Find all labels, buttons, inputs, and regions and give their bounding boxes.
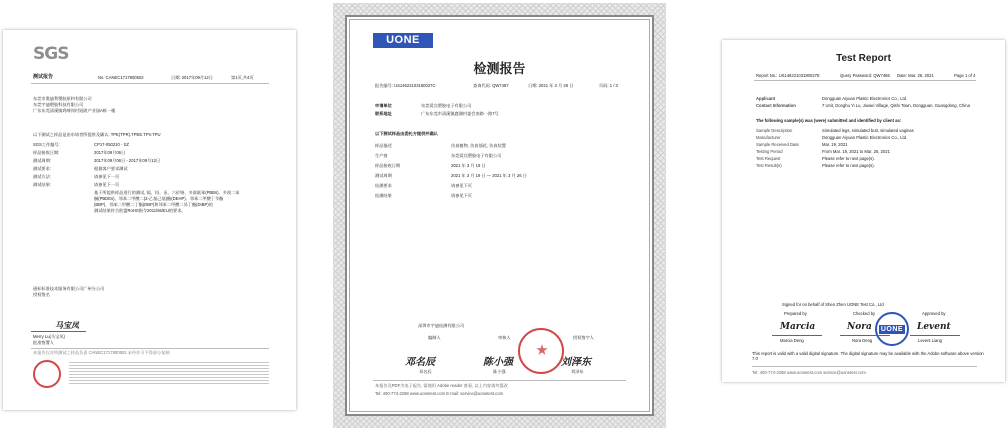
cert-signature-3: 刘泽东 <box>561 357 591 368</box>
sgs-report-no: No. CANEC1717800502 <box>98 75 144 80</box>
report-row: Test Result(s) Please refer to next page(s). <box>756 163 875 168</box>
sgs-client-1: 东莞市奥迪利塑胶原料有限公司 <box>33 96 92 101</box>
report-name-3: Levent Liang <box>918 338 942 343</box>
sgs-field-row: 测试方法: 请参见下一页 <box>33 174 120 179</box>
cert-applicant: 东莞爱宾塑胶电子有限公司 <box>421 103 472 108</box>
cert-lab: 深圳市宇迪检测有限公司 <box>418 323 465 328</box>
sgs-date: 日期: 2017年09月12日 <box>171 75 213 80</box>
sgs-field-row: 测试结果: 请参见下一页 <box>33 182 120 187</box>
red-stamp-icon <box>33 360 61 388</box>
cert-row: 检测要求 请参见下页 <box>375 183 472 188</box>
cert-address: 广东东莞市清溪镇鹿湖村委会南路一路7号 <box>421 111 499 116</box>
cert-page: 页码: 1 / 3 <box>599 83 618 88</box>
sgs-field-row: SGS工作编号: CP17-050210 - SZ <box>33 142 129 147</box>
report-signed-for: Signed for on behalf of Shen Zhen UONE Test Co., Ltd <box>782 302 884 307</box>
report-name-1: Marcia Deng <box>780 338 804 343</box>
report-row: Sample Received Date Mar. 19, 2021 <box>756 142 848 147</box>
report-no: Report No.: US14622103180027E <box>756 73 820 78</box>
report-name-2: Nora Deng <box>852 338 873 343</box>
sgs-title: 测试报告 <box>33 74 54 80</box>
uone-stamp-icon <box>875 312 909 346</box>
uone-logo: UONE <box>373 33 433 48</box>
cert-code: 查询代码: QW7487 <box>473 83 509 88</box>
report-signature-1: Marcia <box>780 322 816 332</box>
report-page: Page 1 of 4 <box>954 73 976 78</box>
report-role-approved: Approved by <box>922 311 946 316</box>
cert-section: 以下测试样品由委托方提供并确认 <box>375 131 438 136</box>
report-signature-3: Levent <box>917 322 951 332</box>
cert-row: 样品接收日期 2021 年 3 月 19 日 <box>375 163 486 168</box>
report-row: Sample Description Simulated legs, simulated butt, simulated vaginas <box>756 128 914 133</box>
cert-row: 样品描述 仿真植物, 仿真插花, 仿真装置 <box>375 143 506 148</box>
sgs-conclusion-3: (BBP)、邻苯二甲酸二丁酯(DBP)和邻苯二甲酸二异丁酯(DIBP)的 <box>94 202 213 207</box>
report-role-checked: Checked by <box>853 311 876 316</box>
sgs-page: 第1页,共4页 <box>231 75 254 80</box>
fine-print-block <box>69 362 269 386</box>
report-stamp-label: UONE <box>880 325 904 333</box>
uone-cn-report <box>333 3 666 428</box>
report-role-prepared: Prepared by <box>784 311 807 316</box>
cert-signature-2: 陈小强 <box>483 357 513 368</box>
sgs-field-row: 样品接收日期: 2017年09月06日 <box>33 150 126 155</box>
report-applicant-label: Applicant <box>756 96 776 101</box>
cert-title: 检测报告 <box>473 62 526 77</box>
report-signature-2: Nora <box>847 322 872 332</box>
sgs-client-2: 东莞宇迪塑胶科技有限公司 <box>33 102 84 107</box>
sgs-conclusion-1: 基于所提供样品进行的测试, 镉、铅、汞、六价铬、多溴联苯(PBBs)、多溴二苯 <box>94 190 240 195</box>
report-note: This report is valid with a valid digital signature. The digital signature may be available with the Adobe software above version 7.0 <box>752 351 984 362</box>
red-stamp-icon <box>518 328 564 374</box>
sgs-field-row: 测试要求: 根据客户要求测试 <box>33 166 128 171</box>
report-applicant: Dongguan Aiyuan Plastic Electronics Co., Ltd <box>822 96 907 101</box>
report-query: Query Password: QW7486 <box>840 73 890 78</box>
sgs-signer: Merry Lu(马宝凤) <box>33 334 65 339</box>
cert-name-2: 陈小强 <box>493 369 506 374</box>
sgs-company: 通标标准技术服务有限公司广州分公司 <box>33 286 105 291</box>
cert-date: 日期: 2021 年 3 月 26 日 <box>528 83 574 88</box>
sgs-conclusion-4: 测试结果符合欧盟RoHS指令2011/65/EU的要求。 <box>94 208 186 213</box>
sgs-test-report <box>3 30 296 410</box>
report-title: Test Report <box>836 53 891 64</box>
cert-row: 测试周期 2021 年 3 月 19 日 — 2021 年 3 月 26 日 <box>375 173 527 178</box>
cert-row: 检测结果 请参见下页 <box>375 193 472 198</box>
cert-address-label: 联系地址 <box>375 111 392 116</box>
sgs-company-sub: 授权签名 <box>33 292 50 297</box>
cert-footer-2: Tel: 400-774-2268 www.uonetest.com E-mail: service@uonetest.com <box>375 391 504 396</box>
report-row: Test Request Please refer to next page(s). <box>756 156 875 161</box>
sgs-client-3: 广东东莞清溪镇鸡啼岗村短陂产业园A栋一楼 <box>33 108 116 113</box>
report-contact-label: Contact Information <box>756 103 796 108</box>
cert-applicant-label: 申请单位 <box>375 103 392 108</box>
report-intro: The following sample(s) was (were) submitted and identified by client as: <box>756 118 902 123</box>
sgs-logo: SGS <box>33 44 69 64</box>
cert-name-1: 邓名辰 <box>419 369 432 374</box>
cert-row: 生产商 东莞爱宾塑胶电子有限公司 <box>375 153 502 158</box>
sgs-footer: 本报告仅对所测试之样品负责 CANEC1717800502 未经许可不得部分复制 <box>33 350 170 355</box>
cert-role-checked: 审核人 <box>498 335 511 340</box>
cert-footer-1: 本报告及PDF为电子报告, 需使用 Adobe reader 查看, 以上内容请勿篡改 <box>375 383 508 388</box>
sgs-conclusion-2: 醚(PBDEs)、邻苯二甲酸二(2-乙基己基)酯(DEHP)、邻苯二甲酸丁苄酯 <box>94 196 224 201</box>
sgs-signer-title: 批准签署人 <box>33 340 54 345</box>
sgs-signature: 马宝凤 <box>55 320 79 330</box>
uone-en-report <box>722 40 1005 382</box>
cert-role-prepared: 编制人 <box>428 335 441 340</box>
report-date: Date: Mar. 26, 2021 <box>897 73 934 78</box>
report-footer: Tel: 400-774-2268 www.uonetest.com service@uonetest.com <box>752 370 866 375</box>
report-contact: 7 Unit, Donghu Yi Lu, Jiuwei Village, Qishi Town, Dongguan, Guangdong, China <box>822 103 970 108</box>
sgs-field-row: 测试周期: 2017年09月06日 - 2017年09月12日 <box>33 158 161 163</box>
report-row: Testing Period From Mar. 19, 2021 to Mar. 26, 2021 <box>756 149 890 154</box>
report-row: Manufacturer Dongguan Aiyuan Plastic Electronics Co., Ltd <box>756 135 907 140</box>
cert-report-no: 报告编号: US14622103180027C <box>375 83 436 88</box>
cert-signature-1: 邓名辰 <box>405 357 435 368</box>
cert-name-3: 刘泽东 <box>571 369 584 374</box>
sgs-intro: 以下测试之样品是由申请者所提供及确认: TPE(TPR).TPEE.TPV.TPU <box>33 132 161 137</box>
cert-role-approved: 授权签字人 <box>573 335 594 340</box>
